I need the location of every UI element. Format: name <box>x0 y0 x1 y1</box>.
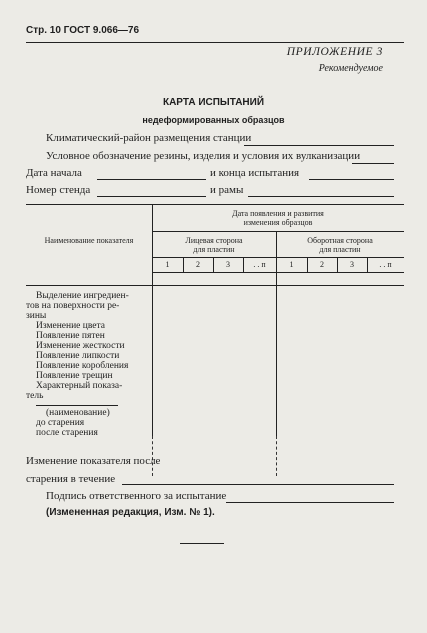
param-line: Характерный показа- <box>36 381 123 391</box>
param-line: Выделение ингредиен- <box>36 291 129 301</box>
end-date-label: и конца испытания <box>210 167 300 179</box>
front-col-2: 2 <box>196 260 200 269</box>
table-header-rule <box>26 285 404 286</box>
appendix-status: Рекомендуемое <box>318 63 383 74</box>
back-side-line1: Оборотная сторона <box>307 236 373 245</box>
param-line: Появление пятен <box>36 331 105 341</box>
end-date-blank <box>309 179 394 180</box>
document-subtitle: недеформированных образцов <box>142 115 285 125</box>
document-title: КАРТА ИСПЫТАНИЙ <box>162 97 265 108</box>
signature-label: Подпись ответственного за испытание <box>46 490 227 502</box>
front-col-3: 3 <box>226 260 230 269</box>
date-header-line1: Дата появления и развития <box>232 209 324 218</box>
date-header-line2: изменения образцов <box>243 218 313 227</box>
date-header <box>152 209 404 227</box>
back-side-header <box>276 236 404 254</box>
table-top-rule <box>26 204 404 205</box>
frame-blank <box>248 196 394 197</box>
stand-number-blank <box>97 196 206 197</box>
param-line: зины <box>26 311 47 321</box>
aging-duration-blank <box>122 484 394 485</box>
page-reference: Стр. 10 ГОСТ 9.066—76 <box>26 25 140 36</box>
start-date-blank <box>97 179 206 180</box>
param-line: до старения <box>36 418 85 428</box>
table-colnum-bottom-rule <box>152 272 404 273</box>
param-line: после старения <box>36 428 98 438</box>
back-col-n: . . п <box>379 260 392 269</box>
param-line: Изменение жесткости <box>36 341 125 351</box>
param-line: Изменение цвета <box>36 321 105 331</box>
front-side-line1: Лицевая сторона <box>185 236 243 245</box>
table-subheader-rule <box>152 231 404 232</box>
stand-number-label: Номер стенда <box>26 184 91 196</box>
front-col-n: . . п <box>253 260 266 269</box>
param-line: Появление липкости <box>36 351 120 361</box>
frame-label: и рамы <box>210 184 244 196</box>
front-side-header <box>152 236 276 254</box>
characteristic-blank <box>36 405 118 406</box>
table-divider-sides-tail <box>276 436 277 476</box>
back-col-2: 2 <box>320 260 324 269</box>
climate-region-label: Климатический-район размещения станции <box>46 132 252 144</box>
edition-note: (Измененная редакция, Изм. № 1). <box>46 507 215 518</box>
signature-blank <box>226 502 394 503</box>
param-line: Появление коробления <box>36 361 129 371</box>
rubber-designation-label: Условное обозначение резины, изделия и условия их вулканизации <box>46 150 361 162</box>
start-date-label: Дата начала <box>26 167 82 179</box>
back-col-3: 3 <box>350 260 354 269</box>
param-line: (наименование) <box>46 408 110 418</box>
front-col-1: 1 <box>165 260 170 269</box>
rubber-designation-blank <box>352 163 394 164</box>
change-after-aging-line1: Изменение показателя после <box>26 455 161 467</box>
back-side-line2: для пластин <box>319 245 361 254</box>
header-rule <box>26 42 404 43</box>
change-after-aging-line2: старения в течение <box>26 473 116 485</box>
param-name-header: Наименование показателя <box>44 236 134 245</box>
param-line: тов на поверхности ре- <box>26 301 120 311</box>
front-side-line2: для пластин <box>193 245 235 254</box>
param-line: Появление трещин <box>36 371 113 381</box>
climate-region-blank <box>244 145 394 146</box>
param-line: тель <box>26 391 44 401</box>
appendix-label: ПРИЛОЖЕНИЕ 3 <box>286 46 383 58</box>
back-col-1: 1 <box>289 260 294 269</box>
closing-rule <box>180 543 224 544</box>
